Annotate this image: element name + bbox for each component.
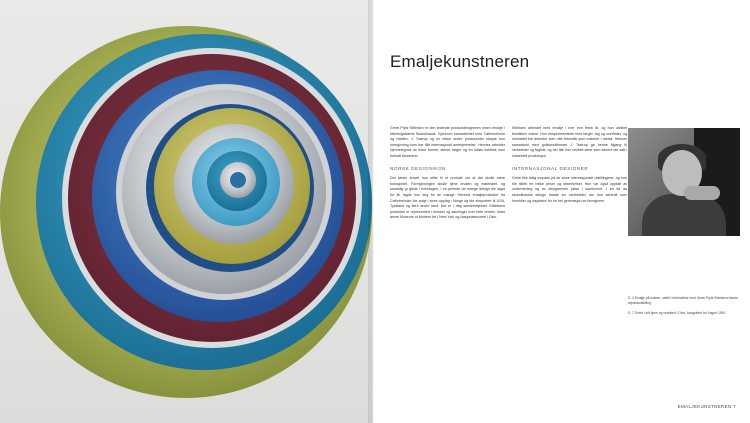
concentric-enamel-plate-artwork [0,0,373,423]
right-page-text [374,0,750,423]
section-heading-internasjonal-designer: INTERNASJONAL DESIGNER [512,165,589,171]
text-column-1 [390,126,505,225]
ring-center-dot [230,172,246,188]
portrait-photo [628,128,740,236]
caption-2: S. 7 Grete i sitt hjem og verksted i Oslo, fotografert for Vogue 1961. [628,311,727,315]
photo-captions [628,296,740,321]
column-2-body-2: Grete fikk tidlig innpass på de store internasjonale utstillingene, og hun ble tildelt en rekke priser og utmerkelser. Hun var også opptatt av undervisning og av designernes plass i samfunnet. I en tid da skandinavisk design hadde sin storhetstid, sto hun sentralt som formidler og inspirator for en hel generasjon av formgivere. [512,176,627,203]
column-2-body: Kittelsen arbeidet med emalje i mer enn femti år, og hun utviklet teknikken videre. Hun eksperimenterte med farger, lag og overflater, og resultatet ble arbeider som ofte fremstår som malerier i metall. Hennes samarbeid med gullsmedfirmaet J. Tostrup ga henne tilgang til verksteder og fagfolk, og her fikk hun utviklet ideer som senere ble satt i industriell produksjon. [512,126,627,158]
photo-figure-body [642,194,726,236]
left-page-artwork [0,0,373,423]
column-1-body: Det første kravet hun stilte til et produkt var at det skulle være funksjonelt. Formgivningen skulle tjene bruken og materialet, og samtidig gi glede i hverdagen. I en periode da mange design ble laget for få, lagde hun ting for de mange. Hennes emaljeprodukter fra Cathrineholm ble solgt i store opplag i Norge og ble eksportert til USA, Tyskland og flere andre land. Det er i dag samlerobjekter. Kittelsens produkter er representert i museer og samlinger over hele verden, blant annet Museum of Modern Art i New York og Nasjonalmuseet i Oslo. [390,176,505,220]
caption-1: S. 4 Emalje på kobber, utstilt i forbindelse med Grete Prytz Kittelsens første separatutstilling. [628,296,738,305]
section-heading-norsk-designikon: NORSK DESIGNIKON [390,165,447,171]
photo-figure-arm [684,186,720,200]
page-folio: EMALJEKUNSTNEREN 7 [677,404,736,409]
chapter-title: Emaljekunstneren [390,52,530,71]
text-column-2 [512,126,627,208]
column-1-intro: Grete Prytz Kittelsen er den ledende produktdesigneren innen emalje i etterkrigstidens Skandinavia. Gjennom samarbeidet med Cathrineholm og Halden, J. Tostrup og en rekke andre produsenter skapte hun formgivning som har fått internasjonal anerkjennelse. Hennes arbeider kjennetegnes av klare former, sterke farger og en tidløs estetikk som fortsatt fascinerer. [390,126,505,158]
